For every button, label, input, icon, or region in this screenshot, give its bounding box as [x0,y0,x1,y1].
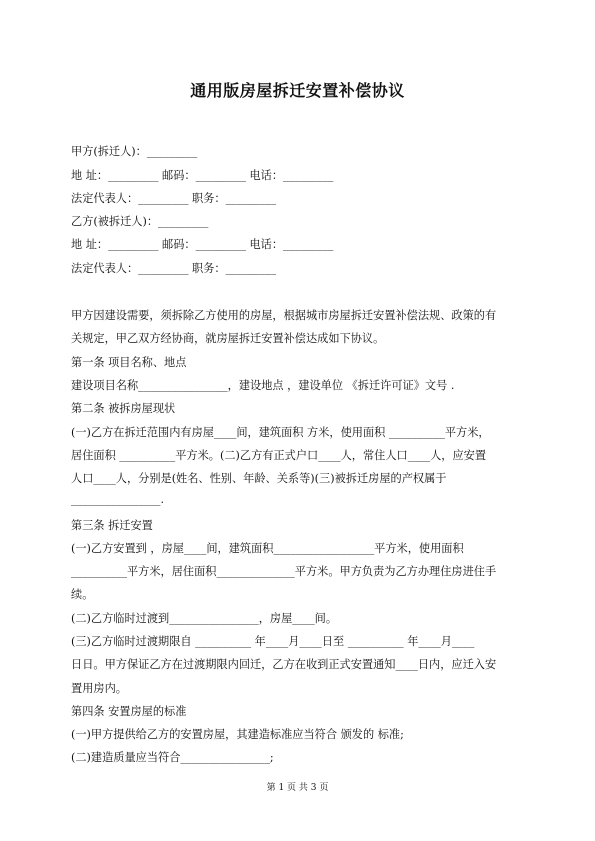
page-number-footer: 第 1 页 共 3 页 [266,783,329,793]
party-b-representative-line: 法定代表人：_________ 职务：_________ [71,262,276,275]
article-2-text-3: 人口____人，分别是(姓名、性别、年龄、关系等)(三)被拆迁房屋的产权属于 [71,472,447,485]
article-1-text: 建设项目名称________________，建设地点 ，建设单位 《拆迁许可证》文号 . [71,379,455,392]
article-1-heading: 第一条 项目名称、地点 [71,356,187,369]
preamble-line-1: 甲方因建设需要，须拆除乙方使用的房屋，根据城市房屋拆迁安置补偿法规、政策的有 [71,309,497,322]
document-title: 通用版房屋拆迁安置补偿协议 [190,81,405,100]
article-3-heading: 第三条 拆迁安置 [71,519,153,532]
article-2-text-4: ________________. [71,493,165,506]
party-b-line: 乙方(被拆迁人)：_________ [71,215,209,228]
article-2-text-2: 居住面积 __________平方米。(二)乙方有正式户口____人，常住人口____人，应安置 [71,449,487,462]
article-4-heading: 第四条 安置房屋的标准 [71,705,187,718]
preamble-line-2: 关规定，甲乙双方经协商，就房屋拆迁安置补偿达成如下协议。 [71,332,385,345]
article-3-text-7: 置用房内。 [71,682,127,695]
article-4-text-1: (一)甲方提供给乙方的安置房屋，其建造标准应当符合 颁发的 标准; [71,728,404,741]
party-b-address-line: 地 址：_________ 邮码：_________ 电话：_________ [71,238,334,251]
article-2-heading: 第二条 被拆房屋现状 [71,402,176,415]
article-3-text-3: 续。 [71,588,94,601]
article-3-text-2: __________平方米，居住面积______________平方米。甲方负责为乙方办理住房进住手 [71,565,497,578]
party-a-line: 甲方(拆迁人)：_________ [71,145,198,158]
article-2-text-1: (一)乙方在拆迁范围内有房屋____间，建筑面积 方米，使用面积 __________平方米， [71,426,490,439]
party-a-representative-line: 法定代表人：_________ 职务：_________ [71,192,276,205]
article-4-text-2: (二)建造质量应当符合________________; [71,751,274,764]
article-3-text-6: 日日。甲方保证乙方在过渡期限内回迁，乙方在收到正式安置通知____日内，应迁入安 [71,658,497,671]
article-3-text-5: (三)乙方临时过渡期限自 __________ 年____月____日至 __________ 年____月____ [71,635,475,648]
article-3-text-4: (二)乙方临时过渡到________________，房屋____间。 [71,612,338,625]
party-a-address-line: 地 址：_________ 邮码：_________ 电话：_________ [71,169,334,182]
article-3-text-1: (一)乙方安置到 ，房屋____间，建筑面积__________________平方米，使用面积 [71,542,464,555]
